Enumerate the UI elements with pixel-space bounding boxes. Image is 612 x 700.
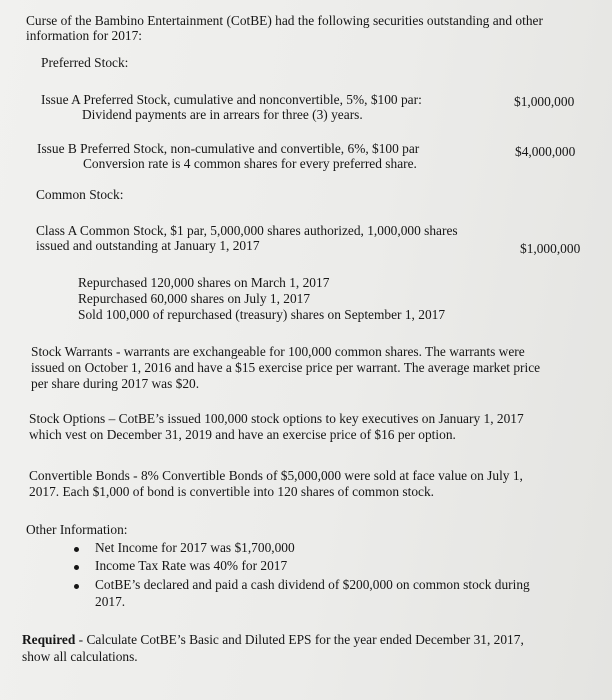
required-text: - Calculate CotBE’s Basic and Diluted EPS for the year ended December 31, 2017, xyxy=(75,632,524,647)
list-item-dividend: CotBE’s declared and paid a cash dividend of $200,000 on common stock during xyxy=(95,577,530,592)
warrants-line-1: Stock Warrants - warrants are exchangeable for 100,000 common shares. The warrants were xyxy=(31,344,525,359)
other-information-heading: Other Information: xyxy=(26,522,128,537)
bonds-line-2: 2017. Each $1,000 of bond is convertible into 120 shares of common stock. xyxy=(29,484,434,499)
issue-a-amount: $1,000,000 xyxy=(514,94,575,109)
class-a-amount: $1,000,000 xyxy=(520,241,581,256)
bullet-icon xyxy=(74,584,79,589)
intro-line-1: Curse of the Bambino Entertainment (CotBE) had the following securities outstanding and other xyxy=(26,13,543,28)
bullet-icon xyxy=(74,547,79,552)
class-a-description-2: issued and outstanding at January 1, 2017 xyxy=(36,238,260,253)
required-label: Required xyxy=(22,632,76,647)
issue-b-note: Conversion rate is 4 common shares for every preferred share. xyxy=(83,156,417,171)
options-line-2: which vest on December 31, 2019 and have an exercise price of $16 per option. xyxy=(29,427,456,442)
common-stock-heading: Common Stock: xyxy=(36,187,124,202)
list-item-net-income: Net Income for 2017 was $1,700,000 xyxy=(95,540,295,555)
required-line-2: show all calculations. xyxy=(22,649,138,664)
preferred-stock-heading: Preferred Stock: xyxy=(41,55,129,70)
issue-a-description: Issue A Preferred Stock, cumulative and nonconvertible, 5%, $100 par: xyxy=(41,92,422,107)
intro-line-2: information for 2017: xyxy=(26,28,143,43)
list-item-dividend-cont: 2017. xyxy=(95,594,126,609)
issue-b-amount: $4,000,000 xyxy=(515,144,576,159)
bullet-icon xyxy=(74,565,79,570)
warrants-line-2: issued on October 1, 2016 and have a $15 exercise price per warrant. The average market price xyxy=(31,360,541,375)
options-line-1: Stock Options – CotBE’s issued 100,000 stock options to key executives on January 1, 2017 xyxy=(29,411,524,426)
class-a-description: Class A Common Stock, $1 par, 5,000,000 shares authorized, 1,000,000 shares xyxy=(36,223,458,238)
required-line-1 xyxy=(22,632,524,648)
warrants-line-3: per share during 2017 was $20. xyxy=(31,376,200,391)
transaction-line-3: Sold 100,000 of repurchased (treasury) shares on September 1, 2017 xyxy=(78,307,446,322)
issue-b-description: Issue B Preferred Stock, non-cumulative and convertible, 6%, $100 par xyxy=(37,141,420,156)
transaction-line-1: Repurchased 120,000 shares on March 1, 2017 xyxy=(78,275,330,290)
issue-a-note: Dividend payments are in arrears for three (3) years. xyxy=(82,107,363,122)
bonds-line-1: Convertible Bonds - 8% Convertible Bonds of $5,000,000 were sold at face value on July 1, xyxy=(29,468,523,483)
transaction-line-2: Repurchased 60,000 shares on July 1, 2017 xyxy=(78,291,311,306)
list-item-tax-rate: Income Tax Rate was 40% for 2017 xyxy=(95,558,288,573)
